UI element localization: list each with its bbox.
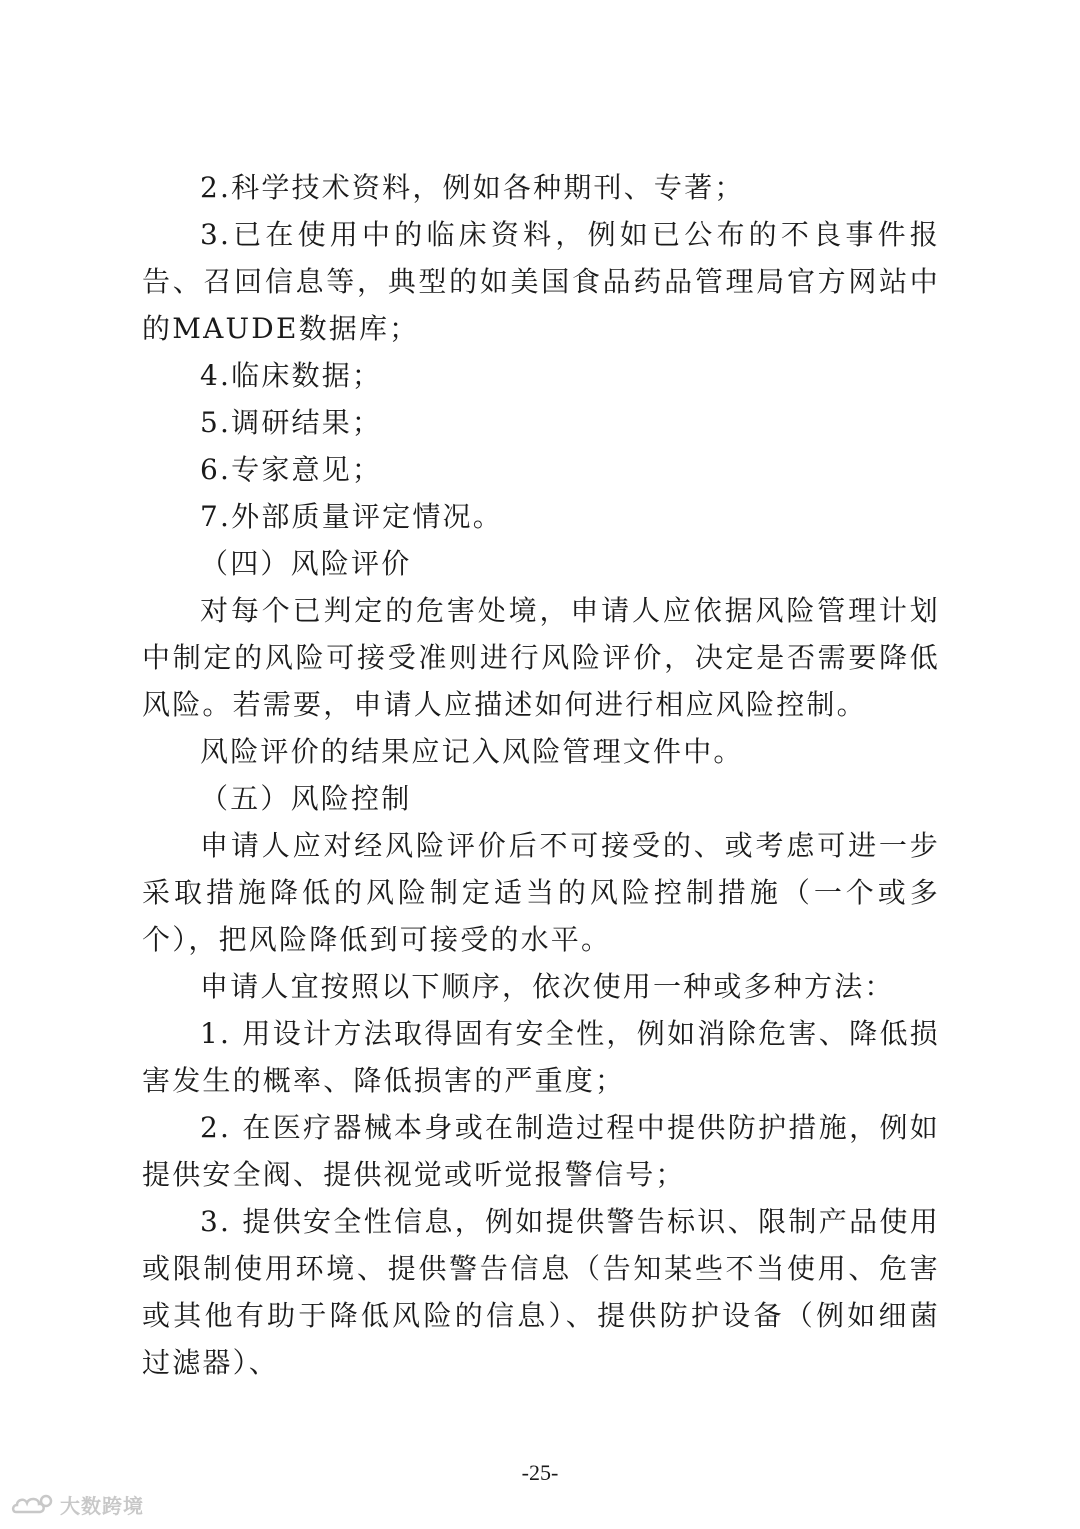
list-item-3: 3.已在使用中的临床资料，例如已公布的不良事件报告、召回信息等，典型的如美国食品药品管理局官方网站中的MAUDE数据库； [142,218,940,345]
paragraph-risk-control: 申请人应对经风险评价后不可接受的、或考虑可进一步采取措施降低的风险制定适当的风险控制措施（一个或多个），把风险降低到可接受的水平。 [142,829,940,956]
page-body [142,164,940,1386]
paragraph-risk-evaluation: 对每个已判定的危害处境，申请人应依据风险管理计划中制定的风险可接受准则进行风险评价，决定是否需要降低风险。若需要，申请人应描述如何进行相应风险控制。 [142,594,940,721]
section-heading-risk-evaluation: （四）风险评价 [200,547,412,580]
method-item-3: 3. 提供安全性信息，例如提供警告标识、限制产品使用或限制使用环境、提供警告信息（告知某些不当使用、危害或其他有助于降低风险的信息）、提供防护设备（例如细菌过滤器）、 [142,1205,940,1379]
list-item-2: 2.科学技术资料，例如各种期刊、专著； [200,171,745,204]
paragraph-evaluation-record: 风险评价的结果应记入风险管理文件中。 [200,735,744,768]
page-number: -25- [521,1460,559,1485]
section-heading-risk-control: （五）风险控制 [200,782,412,815]
method-item-2: 2. 在医疗器械本身或在制造过程中提供防护措施，例如提供安全阀、提供视觉或听觉报警信号； [142,1111,940,1191]
list-item-7: 7.外部质量评定情况。 [200,500,503,533]
cloud-logo-icon [10,1492,54,1518]
list-item-4: 4.临床数据； [200,359,383,392]
list-item-5: 5.调研结果； [200,406,383,439]
paragraph-method-order: 申请人宜按照以下顺序，依次使用一种或多种方法： [200,970,895,1003]
watermark [10,1490,144,1519]
method-item-1: 1. 用设计方法取得固有安全性，例如消除危害、降低损害发生的概率、降低损害的严重度； [142,1017,940,1097]
watermark-text: 大数跨境 [60,1494,144,1518]
list-item-6: 6.专家意见； [200,453,383,486]
